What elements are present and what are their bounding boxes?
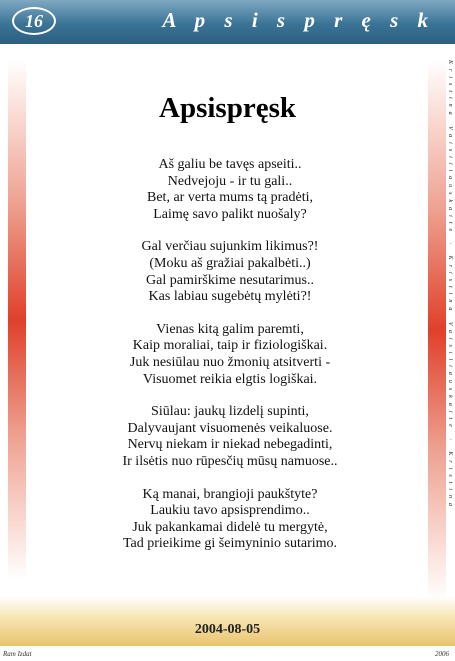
stanza <box>40 157 420 223</box>
poem-line: Gal pamirškime nesutarimus.. <box>146 272 314 288</box>
poem-line: Laimę savo palikt nuošaly? <box>153 206 307 222</box>
poem-line: Juk pakankamai didelė tu mergytė, <box>132 519 328 535</box>
poem-line: Vienas kitą galim paremti, <box>156 321 304 337</box>
poem-line: Bet, ar verta mums tą pradėti, <box>147 190 313 206</box>
poem-line: Visuomet reikia elgtis logiškai. <box>142 371 318 387</box>
poem-line: Aš galiu be tavęs apseiti.. <box>158 157 302 172</box>
stanza <box>40 487 420 553</box>
poem-line: Kas labiau sugebėtų mylėti?! <box>148 289 312 305</box>
poem-line: (Moku aš gražiai pakalbėti..) <box>149 255 311 271</box>
poem-title: Apsispręsk <box>159 92 296 124</box>
left-decorative-bar <box>8 60 26 580</box>
year-mark: 2006 <box>435 650 449 658</box>
poem-line: Tad prieikime gi šeimyninio sutarimo. <box>122 536 338 552</box>
side-vertical-text: Kristina Vaisiliauskaite · Kristina Vaisiliauskaite · Kristina <box>447 60 453 512</box>
poem-line: Gal verčiau sujunkim likimus?! <box>141 239 319 255</box>
poem-line: Siūlau: jaukų lizdelį supinti, <box>151 404 309 420</box>
page-header <box>0 0 455 44</box>
publisher-mark: Ram Izdat <box>3 650 32 658</box>
poem-line: Dalyvaujant visuomenės veikaluose. <box>127 420 333 436</box>
poem-line: Ir ilsėtis nuo rūpesčių mūsų namuose.. <box>122 453 338 469</box>
poem-line: Laukiu tavo apsisprendimo.. <box>150 503 310 519</box>
poem-line: Juk nesiūlau nuo žmonių atsitverti - <box>129 354 331 370</box>
stanza <box>40 239 420 305</box>
stanza <box>40 404 420 470</box>
stanza <box>40 322 420 388</box>
poem-line: Kaip moraliai, taip ir fiziologiškai. <box>132 338 328 354</box>
poem-date: 2004-08-05 <box>194 622 261 637</box>
poem-line: Nedvejoju - ir tu gali.. <box>167 173 293 189</box>
page-footer <box>0 596 455 646</box>
poem-line: Nervų niekam ir niekad nebegadinti, <box>127 437 333 453</box>
poem-body <box>40 157 420 569</box>
header-title: A p s i s p r ę s k <box>162 8 435 32</box>
page-number-badge: 16 <box>12 7 56 35</box>
poem-line: Ką manai, brangioji paukštyte? <box>142 486 318 502</box>
